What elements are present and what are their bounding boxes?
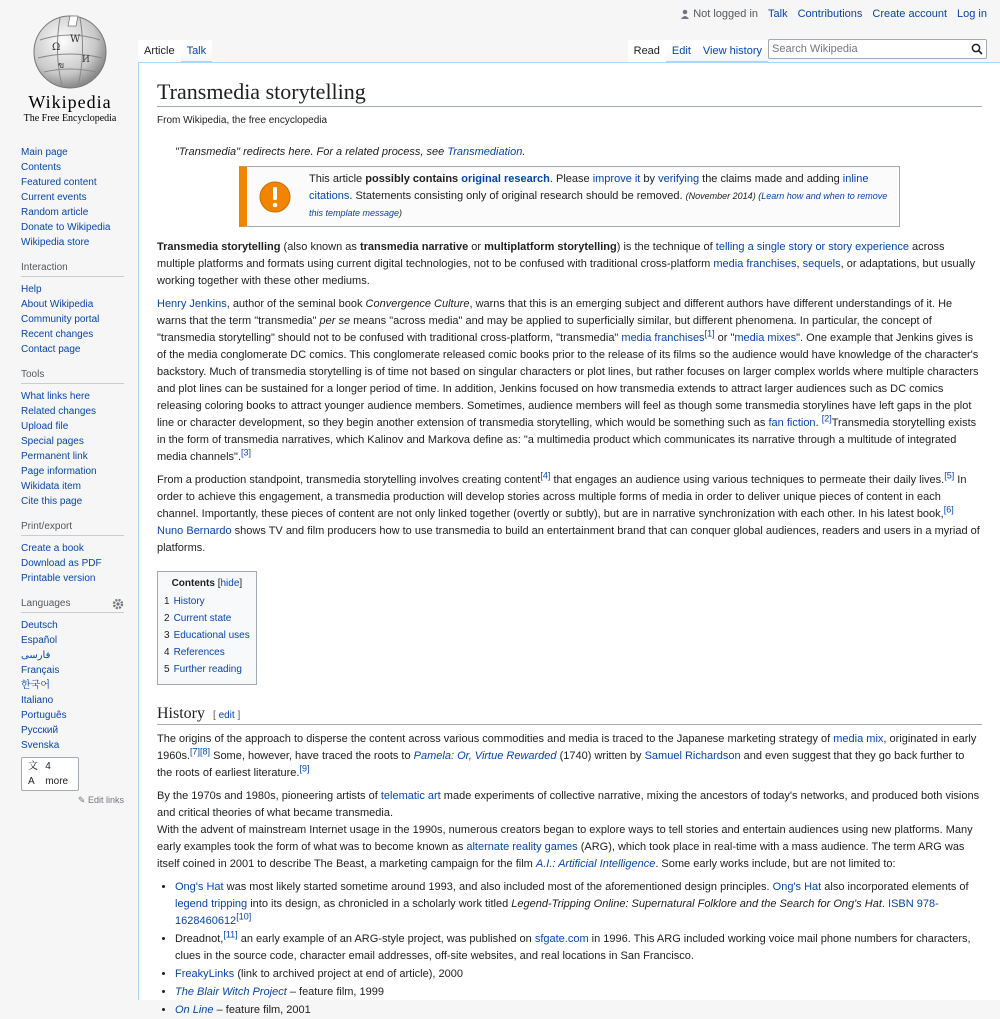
toc-item[interactable] <box>164 593 250 610</box>
ref-4[interactable]: [4] <box>540 470 551 481</box>
notice-text <box>309 171 891 222</box>
search-placeholder: Search Wikipedia <box>772 43 858 55</box>
media-franchises-link-2[interactable]: media franchises <box>621 332 705 344</box>
pamela-link[interactable]: Pamela: Or, Virtue Rewarded <box>413 750 557 762</box>
list-item <box>175 984 982 1001</box>
not-logged-in <box>680 8 758 20</box>
notice-bold: possibly contains <box>365 173 462 185</box>
improve-it-link[interactable]: improve it <box>592 173 641 185</box>
notice-seg: This article <box>309 173 366 185</box>
p2-seg: Transmedia storytelling exists in the form of transmedia narratives, which Kalinov and Markova define as: "a multimedia product which communicates its narrative through a multitude of integrated media channels". <box>157 417 977 463</box>
sfgate-link[interactable]: sfgate.com <box>534 933 589 945</box>
lang-it[interactable]: Italiano <box>21 695 54 706</box>
nuno-bernardo-link[interactable]: Nuno Bernardo <box>157 525 232 537</box>
languages-portal <box>21 596 124 808</box>
history-paragraph-1 <box>157 731 982 782</box>
toc-history-link[interactable]: History <box>173 596 205 607</box>
sidebar-item-upload-file[interactable]: Upload file <box>21 421 69 432</box>
list-item <box>175 879 982 930</box>
view-tabs <box>628 40 768 62</box>
history-heading: History [ edit ] <box>157 705 982 725</box>
sidebar-item-donate[interactable]: Donate to Wikipedia <box>21 222 111 233</box>
lang-es[interactable]: Español <box>21 635 58 646</box>
li-seg: Legend-Tripping Online: Supernatural Folklore and the Search for Ong's Hat <box>511 898 882 910</box>
media-franchises-link[interactable]: media franchises <box>713 258 797 270</box>
print-heading: Print/export <box>21 519 124 536</box>
hatnote: "Transmedia" redirects here. For a related process, see Transmediation. <box>175 146 526 158</box>
edit-links[interactable] <box>21 793 124 808</box>
tools-portal <box>21 367 124 509</box>
table-of-contents <box>157 571 257 685</box>
tab-edit[interactable] <box>666 40 697 62</box>
namespace-tabs <box>138 40 212 62</box>
blair-witch-link[interactable]: The Blair Witch Project <box>175 986 287 998</box>
p1-seg: across multiple platforms and formats using current digital technologies, not to be confused with traditional cross-platform <box>157 241 945 270</box>
li-seg: (link to archived project at end of article), 2000 <box>234 968 463 980</box>
logo-wordmark: Wikipedia <box>28 92 112 112</box>
personal-tools <box>680 8 987 20</box>
sidebar-item-contact[interactable]: Contact page <box>21 344 81 355</box>
tab-view-history-label[interactable]: View history <box>702 45 762 57</box>
li-seg: – feature film, 2001 <box>213 1004 311 1016</box>
sidebar-item-cite-page[interactable]: Cite this page <box>21 496 83 507</box>
ref-6[interactable]: [6] <box>943 504 954 515</box>
media-mixes-link[interactable]: media mixes <box>734 332 797 344</box>
page-title: Transmedia storytelling <box>157 79 982 107</box>
lang-fr[interactable]: Français <box>21 665 60 676</box>
p1-seg: multiplatform storytelling <box>484 241 617 253</box>
p1-seg: , <box>796 258 803 270</box>
toc-hide-link[interactable]: hide <box>220 578 240 589</box>
tab-article-label[interactable]: Article <box>144 45 175 57</box>
h3-seg: . Some early works include, but are not limited to: <box>655 858 896 870</box>
tab-talk-label[interactable]: Talk <box>186 45 207 57</box>
verifying-link[interactable]: verifying <box>658 173 700 185</box>
sidebar-item-featured-content[interactable]: Featured content <box>21 177 97 188</box>
alternate-reality-games-link[interactable]: alternate reality games <box>466 841 578 853</box>
sidebar-item-what-links-here[interactable]: What links here <box>21 391 90 402</box>
isbn-link[interactable]: ISBN 978-1628460612 <box>175 898 939 927</box>
h3-seg: (ARG), which took place in real-time with a mass audience. The term ARG was itself coined in 2001 to describe The Beast, a marketing campaign for the film <box>157 841 965 870</box>
ref-1[interactable]: [1] <box>704 328 715 339</box>
toc-num: 2 <box>164 613 170 624</box>
gear-icon[interactable] <box>112 598 124 610</box>
p2-seg: means "across media" and may be applied to superficially similar, but different phenomena. In particular, the concept of "transmedia storytelling" should not to be confused with traditional cross-platform, "transmedia" <box>157 315 932 344</box>
henry-jenkins-link[interactable]: Henry Jenkins <box>157 298 227 310</box>
toc-title: Contents [hide] <box>171 578 243 589</box>
tab-edit-label[interactable]: Edit <box>671 45 691 57</box>
user-icon <box>680 9 690 19</box>
p2-seg: . <box>815 417 822 429</box>
toc-title-label: Contents <box>171 578 215 589</box>
sidebar-item-help[interactable]: Help <box>21 284 42 295</box>
list-item <box>175 966 982 983</box>
list-item <box>175 931 982 965</box>
fan-fiction-link[interactable]: fan fiction <box>768 417 816 429</box>
li-seg: also incorporated elements of <box>821 881 969 893</box>
interaction-heading: Interaction <box>21 260 124 277</box>
p1-seg: ) is the technique of <box>616 241 716 253</box>
notice-seg: by <box>640 173 659 185</box>
ref-10[interactable]: [10] <box>236 911 252 922</box>
languages-header <box>21 596 124 613</box>
li-seg: – feature film, 1999 <box>286 986 385 998</box>
li-seg: an early example of an ARG-style project, was published on <box>237 933 535 945</box>
navigation-portal <box>21 145 124 250</box>
lang-fa[interactable]: فارسی <box>21 650 51 661</box>
svg-text:И: И <box>82 55 90 65</box>
lang-ru[interactable]: Русский <box>21 725 59 736</box>
ref-9[interactable]: [9] <box>299 763 310 774</box>
samuel-richardson-link[interactable]: Samuel Richardson <box>644 750 741 762</box>
lang-sv[interactable]: Svenska <box>21 740 60 751</box>
ref-5[interactable]: [5] <box>944 470 955 481</box>
toc-num: 3 <box>164 630 170 641</box>
lang-ko[interactable]: 한국어 <box>21 680 50 691</box>
toc-num: 5 <box>164 664 170 675</box>
p3-seg: From a production standpoint, transmedia storytelling involves creating content <box>157 474 541 486</box>
logo-tagline: The Free Encyclopedia <box>23 113 117 124</box>
tab-view-history[interactable] <box>697 40 768 62</box>
sidebar-item-permanent-link[interactable]: Permanent link <box>21 451 88 462</box>
sidebar-item-recent-changes[interactable]: Recent changes <box>21 329 94 340</box>
ongs-hat-link-2[interactable]: Ong's Hat <box>772 881 822 893</box>
p2-seg: ". One example that Jenkins gives is of the media conglomerate DC comics. This conglomerate released comic books prior to the release of its films so the audience would have knowledge of the character's backstory. Much of transmedia storytelling is of time not based on singular characters or plot lines, but rather focuses on larger complex worlds where multiple characters and plot lines can be sustained for a longer period of time. In addition, Jenkins focused on how transmedia extends to attract larger audiences such as DC comics releasing coloring books to attract younger audience members. Sometimes, audience members will feel as though some transmedia storylines have left gaps in the plot line or character development, so they begin another extension of transmedia storytelling, which would be something such as <box>157 332 979 429</box>
tab-article[interactable] <box>138 40 181 62</box>
article-content <box>138 62 1000 1016</box>
toc-item[interactable] <box>164 627 250 644</box>
svg-text:Ω: Ω <box>52 42 61 53</box>
inline-citations-link[interactable]: inline citations <box>309 173 869 202</box>
li-seg: Dreadnot, <box>175 933 224 945</box>
create-account-link[interactable]: Create account <box>872 8 948 20</box>
h2-seg: By the 1970s and 1980s, pioneering artists of <box>157 790 381 802</box>
toc-num: 1 <box>164 596 170 607</box>
p2-seg: , warns that this is an emerging subject and different authors have different understandings of it. He warns that the term "transmedia" <box>157 298 953 327</box>
search-input[interactable] <box>768 39 987 59</box>
transmediation-link[interactable]: Transmediation <box>447 146 523 158</box>
history-heading-label: History <box>157 705 205 722</box>
sequels-link[interactable]: sequels <box>802 258 841 270</box>
p1-seg: (also known as <box>280 241 360 253</box>
lang-de[interactable]: Deutsch <box>21 620 58 631</box>
puzzle-globe-icon <box>30 10 110 90</box>
site-tagline: From Wikipedia, the free encyclopedia <box>157 115 328 126</box>
log-in-link[interactable]: Log in <box>957 8 987 20</box>
wikipedia-logo[interactable] <box>12 10 128 122</box>
p2-seg: Convergence Culture <box>365 298 470 310</box>
sidebar-item-contents[interactable]: Contents <box>21 162 62 173</box>
toc-item[interactable] <box>164 661 250 678</box>
sidebar-item-page-information[interactable]: Page information <box>21 466 97 477</box>
tools-heading: Tools <box>21 367 124 384</box>
more-languages-button[interactable] <box>21 757 79 791</box>
sidebar-item-about[interactable]: About Wikipedia <box>21 299 94 310</box>
svg-text:W: W <box>70 34 81 45</box>
ref-3[interactable]: [3] <box>241 447 252 458</box>
ai-film-link[interactable]: A.I.: Artificial Intelligence <box>535 858 656 870</box>
li-seg: into its design, as chronicled in a scholarly work titled <box>247 898 512 910</box>
sidebar-item-main-page[interactable]: Main page <box>21 147 68 158</box>
tab-read[interactable] <box>628 40 666 62</box>
original-research-notice <box>239 166 900 227</box>
sidebar-item-download-pdf[interactable]: Download as PDF <box>21 558 102 569</box>
p3-seg: In order to achieve this engagement, a transmedia production will develop stories across multiple forms of media in order to deliver unique pieces of content in each channel. Importantly, these pieces of content are not only linked together (overtly or subtly), but are in narrative synchronization with each other. In his latest book, <box>157 474 967 520</box>
not-logged-in-label: Not logged in <box>693 8 759 20</box>
talk-link[interactable]: Talk <box>768 8 788 20</box>
early-works-list <box>157 879 982 1019</box>
list-item <box>175 1002 982 1019</box>
toc-current-state-link[interactable]: Current state <box>173 613 232 624</box>
sidebar-item-create-book[interactable]: Create a book <box>21 543 84 554</box>
svg-text:ข: ข <box>58 61 65 71</box>
p2-seg: per se <box>319 315 351 327</box>
interaction-portal <box>21 260 124 357</box>
edit-links-label: Edit links <box>87 795 124 805</box>
ref-7-8[interactable]: [7][8] <box>190 746 211 757</box>
languages-heading: Languages <box>21 598 71 609</box>
history-paragraph-3 <box>157 822 982 873</box>
p2-seg: , author of the seminal book <box>226 298 366 310</box>
li-seg: in 1996. This ARG included working voice mail phone numbers for characters, clues in the source code, character email addresses, off-site websites, and real locations in San Francisco. <box>175 933 971 962</box>
notice-seg: ) <box>399 208 403 218</box>
toc-educational-uses-link[interactable]: Educational uses <box>173 630 250 641</box>
h1-seg: and even suggest that they go back further to the roots of earliest literature. <box>157 750 965 779</box>
translate-icon: 文A <box>28 761 38 787</box>
sidebar-item-special-pages[interactable]: Special pages <box>21 436 84 447</box>
telematic-art-link[interactable]: telematic art <box>380 790 441 802</box>
toc-num: 4 <box>164 647 170 658</box>
toc-item[interactable] <box>164 644 250 661</box>
on-line-link[interactable]: On Line <box>175 1004 214 1016</box>
notice-seg: the claims made and adding <box>699 173 843 185</box>
freakylinks-link[interactable]: FreakyLinks <box>175 968 235 980</box>
p2-seg: or " <box>714 332 735 344</box>
lead-paragraph-1 <box>157 239 982 290</box>
notice-seg: . Statements consisting only of original research should be removed. <box>349 190 686 202</box>
sidebar-item-wikidata-item[interactable]: Wikidata item <box>21 481 82 492</box>
history-edit-link[interactable]: edit <box>218 710 235 721</box>
sidebar <box>21 145 124 818</box>
single-story-link[interactable]: telling a single story or story experience <box>715 241 909 253</box>
p1-seg: transmedia narrative <box>359 241 469 253</box>
toc-further-reading-link[interactable]: Further reading <box>173 664 242 675</box>
media-mix-link[interactable]: media mix <box>833 733 884 745</box>
h1-seg: , originated in early 1960s. <box>157 733 977 762</box>
learn-remove-template-link[interactable]: Learn how and when to remove this template message <box>309 191 888 218</box>
sidebar-item-random-article[interactable]: Random article <box>21 207 89 218</box>
p1-seg: Transmedia storytelling <box>157 241 281 253</box>
hatnote-text: "Transmedia" redirects here. For a related process, see <box>175 146 448 158</box>
notice-date: (November 2014) <box>685 191 756 201</box>
sidebar-item-store[interactable]: Wikipedia store <box>21 237 90 248</box>
history-paragraph-2 <box>157 788 982 822</box>
contributions-link[interactable]: Contributions <box>797 8 863 20</box>
h2-seg: made experiments of collective narrative, mixing the ancestors of today's networks, and produced both visions and critical theories of what became transmedia. <box>157 790 980 819</box>
search-icon[interactable] <box>971 43 983 55</box>
pencil-icon: ✎ <box>77 795 86 805</box>
print-portal <box>21 519 124 586</box>
more-languages-label: 4 more <box>45 761 69 787</box>
tab-read-label[interactable]: Read <box>633 45 660 57</box>
h1-seg: (1740) written by <box>556 750 645 762</box>
toc-item[interactable] <box>164 610 250 627</box>
p3-seg: shows TV and film producers how to use transmedia to build an entertainment brand that can conquer global audiences, readers and users in a myriad of platforms. <box>157 525 980 554</box>
p1-seg: or <box>468 241 485 253</box>
h1-seg: The origins of the approach to disperse the content across various commodities and media is traced to the Japanese marketing strategy of <box>157 733 834 745</box>
sidebar-item-current-events[interactable]: Current events <box>21 192 87 203</box>
sidebar-item-community-portal[interactable]: Community portal <box>21 314 100 325</box>
legend-tripping-link[interactable]: legend tripping <box>175 898 248 910</box>
lang-pt[interactable]: Português <box>21 710 67 721</box>
toc-references-link[interactable]: References <box>173 647 225 658</box>
ongs-hat-link[interactable]: Ong's Hat <box>175 881 224 893</box>
sidebar-item-printable-version[interactable]: Printable version <box>21 573 96 584</box>
notice-seg: ( <box>755 191 762 201</box>
li-seg: was most likely started sometime around 1993, and also included most of the aforementioned design principles. <box>223 881 773 893</box>
original-research-link[interactable]: original research <box>461 173 550 185</box>
tab-talk[interactable] <box>181 40 213 62</box>
sidebar-item-related-changes[interactable]: Related changes <box>21 406 97 417</box>
ref-2[interactable]: [2] <box>821 413 832 424</box>
notice-seg: . Please <box>549 173 593 185</box>
p1-seg: , or adaptations, but usually working together with these other mediums. <box>157 258 976 287</box>
li-seg: . <box>881 898 889 910</box>
warning-icon <box>255 171 295 222</box>
lead-paragraph-3 <box>157 472 982 557</box>
lead-paragraph-2 <box>157 296 982 466</box>
p3-seg: that engages an audience using various techniques to permeate their daily lives. <box>550 474 945 486</box>
ref-11[interactable]: [11] <box>223 929 238 940</box>
h3-seg: With the advent of mainstream Internet usage in the 1990s, numerous creators began to explore ways to tell stories and entertain audiences using new platforms. Many early examples took the form of what was to become known as <box>157 824 973 853</box>
h1-seg: Some, however, have traced the roots to <box>210 750 414 762</box>
